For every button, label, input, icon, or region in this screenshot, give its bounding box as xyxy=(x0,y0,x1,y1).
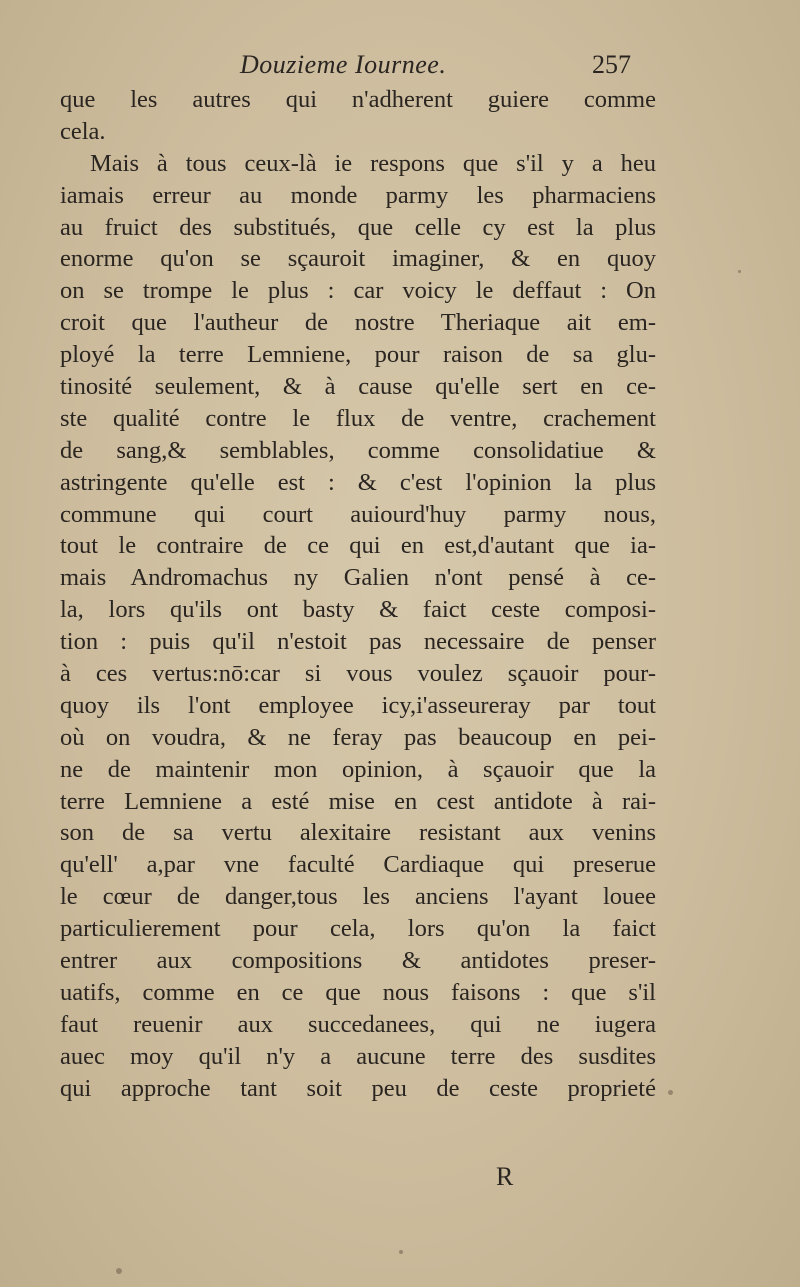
text-line: quoy ils l'ont employee icy,i'asseureray par tout xyxy=(60,691,656,719)
text-line: croit que l'autheur de nostre Theriaque ait em- xyxy=(60,309,656,337)
text-line: particulierement pour cela, lors qu'on la faict xyxy=(60,915,656,943)
text-line: auec moy qu'il n'y a aucune terre des susdites xyxy=(60,1042,656,1070)
text-line: commune qui court auiourd'huy parmy nous, xyxy=(60,500,656,528)
text-line: mais Andromachus ny Galien n'ont pensé à ce- xyxy=(60,564,656,592)
paper-fleck xyxy=(668,1090,673,1095)
text-line: que les autres qui n'adherent guiere comme xyxy=(60,86,656,113)
paper-fleck xyxy=(116,1268,122,1274)
text-line: cela. xyxy=(60,117,106,145)
text-line: on se trompe le plus : car voicy le deffaut : On xyxy=(60,277,656,305)
text-line: tout le contraire de ce qui en est,d'autant que ia- xyxy=(60,532,656,560)
text-line: tinosité seulement, & à cause qu'elle sert en ce- xyxy=(60,373,656,401)
paper-fleck xyxy=(399,1250,403,1254)
text-line: au fruict des substitués, que celle cy est la plus xyxy=(60,213,656,241)
text-line: le cœur de danger,tous les anciens l'ayant louee xyxy=(60,883,656,911)
text-line: son de sa vertu alexitaire resistant aux venins xyxy=(60,819,656,847)
text-line: enorme qu'on se sçauroit imaginer, & en quoy xyxy=(60,245,656,273)
text-line: la, lors qu'ils ont basty & faict ceste composi- xyxy=(60,596,656,624)
signature-mark: R xyxy=(496,1162,514,1191)
text-line: ste qualité contre le flux de ventre, crachement xyxy=(60,404,656,432)
text-line: tion : puis qu'il n'estoit pas necessaire de penser xyxy=(60,628,656,656)
text-line: iamais erreur au monde parmy les pharmaciens xyxy=(60,181,656,209)
body-text xyxy=(60,84,656,1105)
text-line: ne de maintenir mon opinion, à sçauoir que la xyxy=(60,755,656,783)
text-line: ployé la terre Lemniene, pour raison de sa glu- xyxy=(60,341,656,369)
text-line: Mais à tous ceux-là ie respons que s'il y a heu xyxy=(90,149,656,177)
text-line: terre Lemniene a esté mise en cest antidote à rai- xyxy=(60,787,656,815)
paper-fleck xyxy=(738,270,741,273)
text-line: qui approche tant soit peu de ceste proprieté xyxy=(60,1074,656,1102)
text-line: où on voudra, & ne feray pas beaucoup en pei- xyxy=(60,723,656,751)
text-line: astringente qu'elle est : & c'est l'opinion la plus xyxy=(60,468,656,496)
running-head-title: Douzieme Iournee. xyxy=(240,50,447,79)
page-number: 257 xyxy=(592,50,631,79)
text-line: à ces vertus:nō:car si vous voulez sçauoir pour- xyxy=(60,660,656,688)
text-line: entrer aux compositions & antidotes preser- xyxy=(60,947,656,975)
text-line: faut reuenir aux succedanees, qui ne iugera xyxy=(60,1010,656,1038)
text-line: de sang,& semblables, comme consolidatiue & xyxy=(60,436,656,464)
text-line: uatifs, comme en ce que nous faisons : que s'il xyxy=(60,978,656,1006)
text-line: qu'ell' a,par vne faculté Cardiaque qui preserue xyxy=(60,851,656,879)
